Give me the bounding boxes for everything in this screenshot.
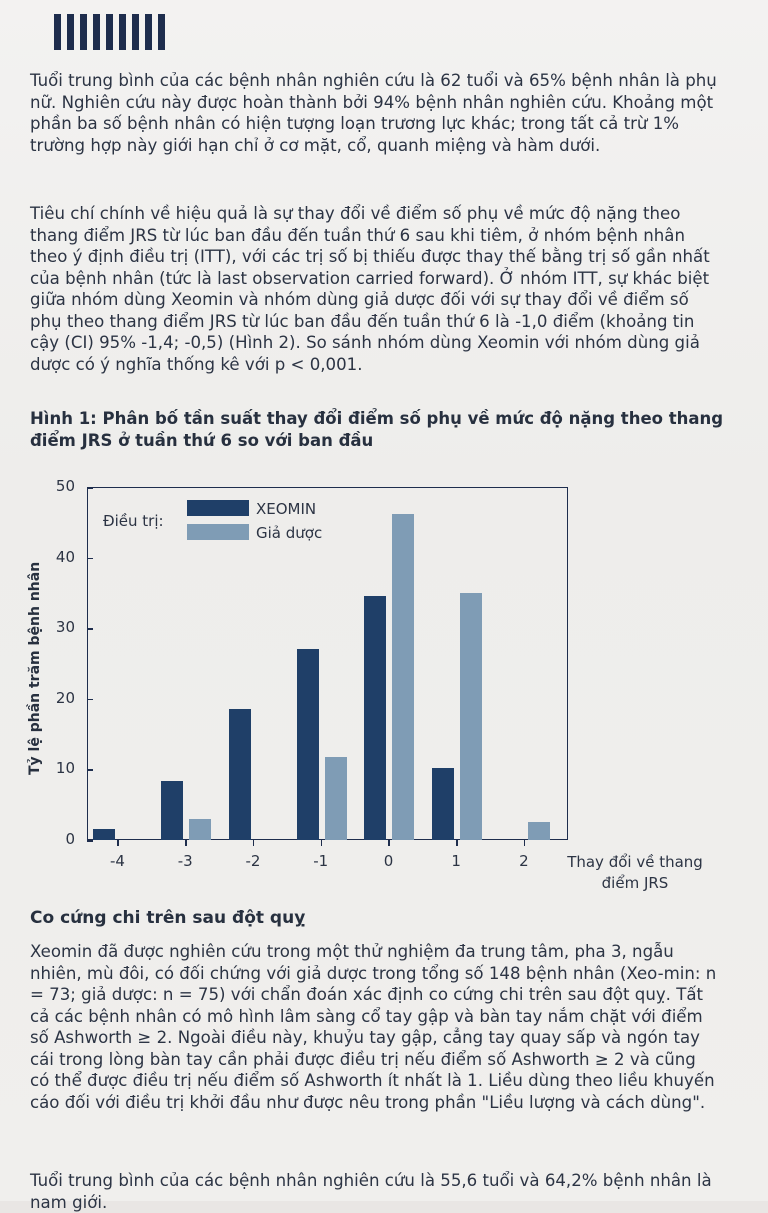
- x-tick-label: -3: [177, 852, 193, 870]
- x-tick-label: -2: [245, 852, 261, 870]
- y-tick-mark: [87, 699, 93, 701]
- x-tick-mark: [253, 840, 255, 846]
- x-tick-mark: [117, 840, 119, 846]
- bar-placebo: [325, 757, 347, 840]
- x-tick-mark: [185, 840, 187, 846]
- y-tick-label: 10: [55, 759, 75, 778]
- bar-placebo: [189, 819, 211, 840]
- final-paragraph: Tuổi trung bình của các bệnh nhân nghiên cứu là 55,6 tuổi và 64,2% bệnh nhân là nam giới.: [30, 1171, 712, 1212]
- bar-xeomin: [297, 649, 319, 840]
- x-tick-mark: [388, 840, 390, 846]
- stroke-study-paragraph: Xeomin đã được nghiên cứu trong một thử nghiệm đa trung tâm, pha 3, ngẫu nhiên, mù đôi, có đối chứng với giả dược trong tổng số 148 bệnh nhân (Xeo-min: n = 73; giả dược: n = 75) với chẩn đoán xác định co cứng chi trên sau đột quỵ. Tất cả các bệnh nhân có mô hình lâm sàng cổ tay gập và bàn tay nắm chặt với điểm số Ashworth ≥ 2. Ngoài điều này, khuỷu tay gập, cẳng tay quay sấp và ngón tay cái trong lòng bàn tay cần phải được điều trị nếu điểm số Ashworth ≥ 2 và cũng có thể được điều trị nếu điểm số Ashworth ít nhất là 1. Liều dùng theo liều khuyến cáo đối với điều trị khởi đầu như được nêu trong phần "Liều lượng và cách dùng".: [30, 942, 717, 1112]
- y-tick-mark: [87, 628, 93, 630]
- bar-placebo: [392, 514, 414, 840]
- x-tick-label: -4: [110, 852, 125, 870]
- efficacy-paragraph: Tiêu chí chính về hiệu quả là sự thay đổi về điểm số phụ về mức độ nặng theo thang điểm JRS từ lúc ban đầu đến tuần thứ 6 sau khi tiêm, ở nhóm bệnh nhân theo ý định điều trị (ITT), với các trị số bị thiếu được thay thế bằng trị số gần nhất của bệnh nhân (tức là last observation carried forward). Ở nhóm ITT, sự khác biệt giữa nhóm dùng Xeomin và nhóm dùng giả dược đối với sự thay đổi về điểm số phụ theo thang điểm JRS từ lúc ban đầu đến tuần thứ 6 là -1,0 điểm (khoảng tin cậy (CI) 95% -1,4; -0,5) (Hình 2). So sánh nhóm dùng Xeomin với nhóm dùng giả dược có ý nghĩa thống kê với p < 0,001.: [30, 204, 710, 374]
- x-tick-label: -1: [313, 852, 329, 870]
- bar-xeomin: [364, 596, 386, 840]
- y-tick-mark: [87, 558, 93, 560]
- y-tick-label: 20: [55, 688, 75, 707]
- bar-placebo: [528, 822, 550, 840]
- bar-xeomin: [161, 781, 183, 840]
- x-tick-mark: [456, 840, 458, 846]
- x-tick-mark: [321, 840, 323, 846]
- figure-heading: Hình 1: Phân bố tần suất thay đổi điểm số phụ về mức độ nặng theo thang điểm JRS ở tuần thứ 6 so với ban đầu: [30, 409, 724, 450]
- chart-x-axis-label: Thay đổi về thang điểm JRS: [567, 853, 703, 892]
- section-title: Co cứng chi trên sau đột quỵ: [30, 908, 306, 928]
- legend-swatch-placebo: [187, 524, 249, 540]
- legend-label-xeomin: XEOMIN: [256, 500, 317, 518]
- bar-xeomin: [432, 768, 454, 840]
- barcode-stripes: [54, 14, 165, 50]
- y-tick-label: 0: [65, 830, 75, 848]
- y-tick-mark: [87, 487, 93, 489]
- bar-placebo: [460, 593, 482, 840]
- legend-swatch-xeomin: [187, 500, 249, 516]
- y-tick-label: 30: [55, 618, 75, 637]
- y-tick-label: 50: [55, 477, 75, 495]
- chart-legend-title: Điều trị:: [103, 512, 164, 530]
- legend-label-placebo: Giả dược: [256, 524, 323, 542]
- x-tick-mark: [524, 840, 526, 846]
- bar-xeomin: [93, 829, 115, 840]
- y-tick-label: 40: [55, 547, 75, 566]
- x-tick-label: 1: [451, 852, 461, 870]
- bar-xeomin: [229, 709, 251, 840]
- y-tick-mark: [87, 769, 93, 771]
- intro-paragraph: Tuổi trung bình của các bệnh nhân nghiên cứu là 62 tuổi và 65% bệnh nhân là phụ nữ. Nghiên cứu này được hoàn thành bởi 94% bệnh nhân nghiên cứu. Khoảng một phần ba số bệnh nhân có hiện tượng loạn trương lực khác; trong tất cả trừ 1% trường hợp này giới hạn chỉ ở cơ mặt, cổ, quanh miệng và hàm dưới.: [30, 71, 717, 155]
- x-tick-label: 2: [519, 852, 529, 870]
- y-tick-mark: [87, 840, 93, 842]
- x-tick-label: 0: [383, 852, 394, 870]
- chart-y-axis-label: Tỷ lệ phần trăm bệnh nhân: [27, 561, 43, 775]
